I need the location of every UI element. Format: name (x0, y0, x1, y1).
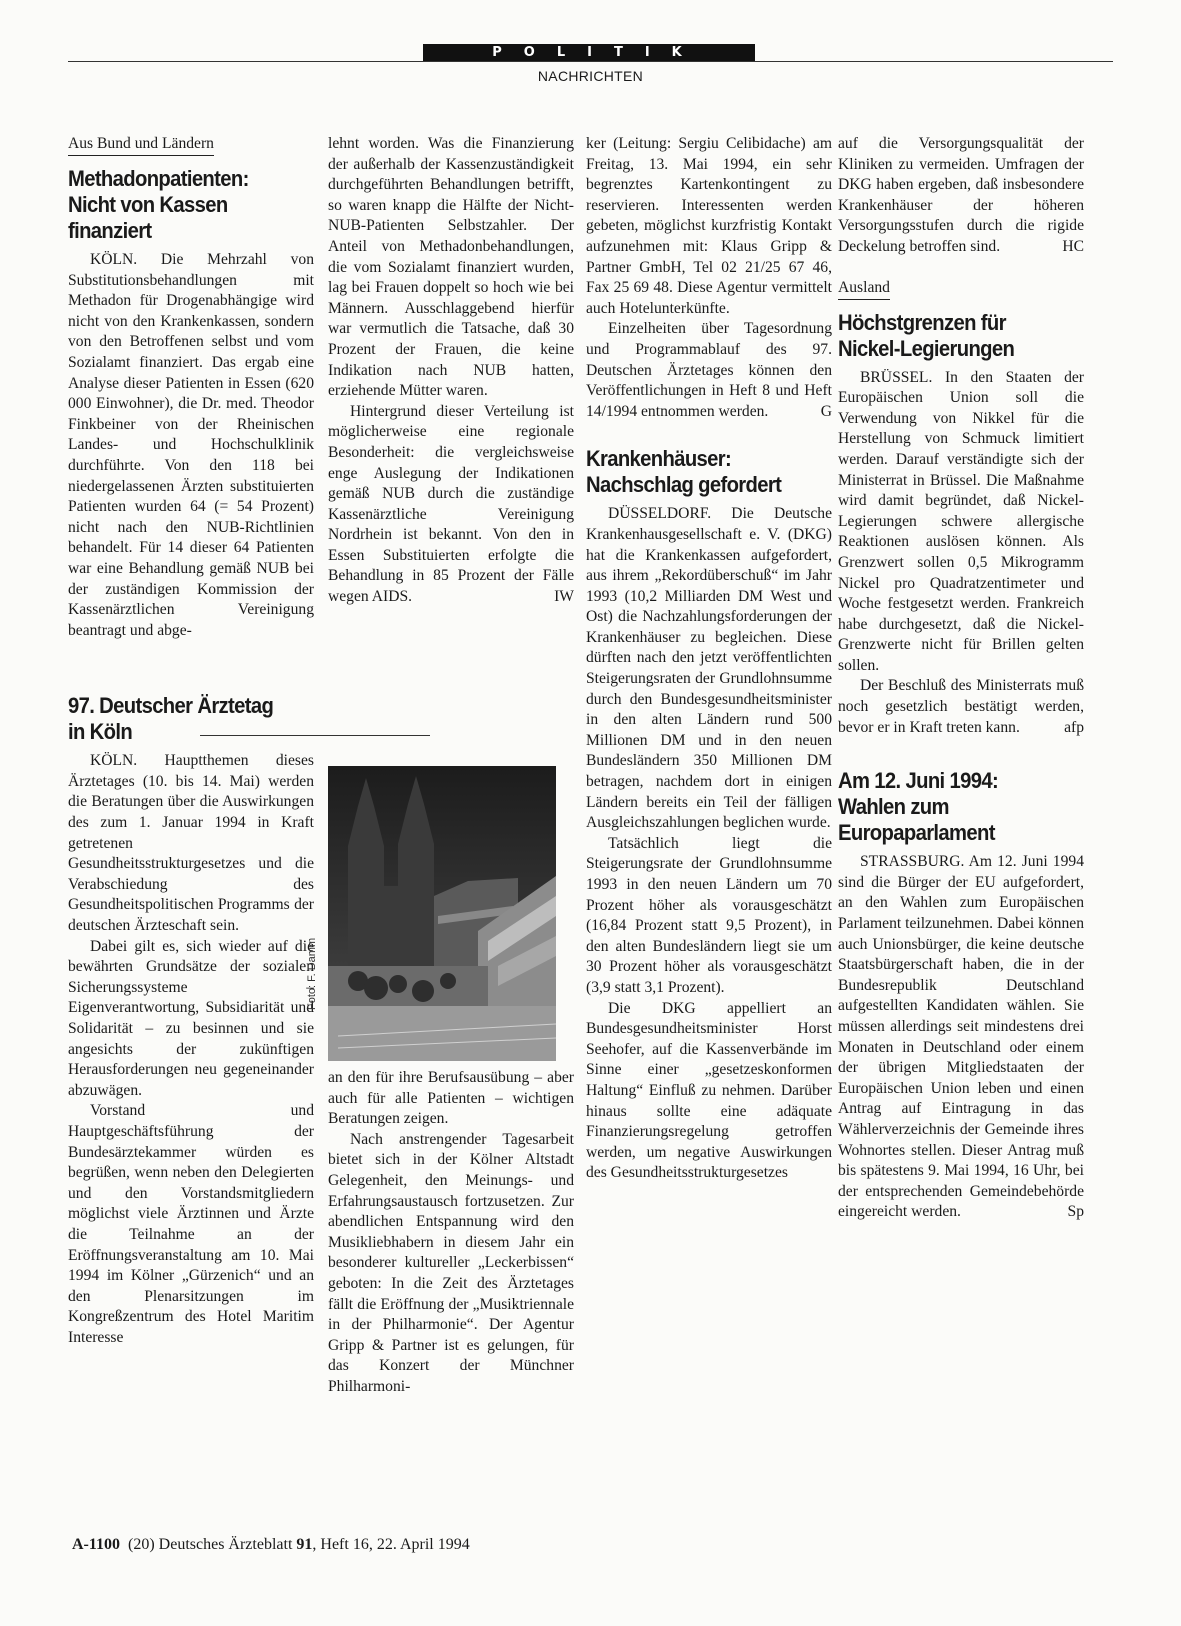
aerztetag-paragraph-2: Dabei gilt es, sich wieder auf die bewährten Grundsätze der sozialen Sicherungssysteme – Eigenverantwortung, Subsidiarität und Solidarität – zu besinnen und sie angesichts der zukünftigen Herausforderungen neu gegeneinander abzuwägen. (68, 937, 314, 1099)
column-1 (68, 134, 314, 1349)
methadon-paragraph-1: KÖLN. Die Mehrzahl von Substitutionsbehandlungen mit Methadon für Drogenabhängige wird nicht von den Krankenkassen, sondern von den Betroffenen selbst und vom Sozialamt finanziert. Das ergab eine Analyse dieser Patienten in Essen (620 000 Einwohner), die Dr. med. Theodor Finkbeiner von der Rheinischen Landes- und Hochschulklinik durchführte. Von den 118 bei niedergelassenen Ärzten substituierten Patienten wurden 64 (= 54 Prozent) nicht nach den NUB-Richtlinien behandelt. Für 14 dieser 64 Patienten war eine Behandlung gemäß NUB bei der zuständigen Kommission der Kassenärztlichen Vereinigung beantragt und abge- (68, 251, 314, 639)
kh-paragraph-3-cont-text: auf die Versorgungsqualität der Kliniken zu vermeiden. Umfragen der DKG haben ergeben, daß insbesondere Krankenhäuser der höheren Versorgungsstufen durch die rigide Deckelung betroffen sind. (838, 135, 1084, 255)
column-3 (586, 134, 832, 1184)
volume-number: 91 (296, 1536, 313, 1553)
cologne-cathedral-photo (328, 766, 556, 1061)
subsection-title: NACHRICHTEN (537, 68, 644, 84)
photo-credit: Foto: F. Damm (306, 937, 318, 1010)
column-2-bottom (328, 1068, 574, 1398)
spacer (838, 738, 1084, 764)
headline-methadon: Methadonpatienten: Nicht von Kassen finanziert (68, 166, 249, 243)
kh-paragraph-3-cont (838, 134, 1084, 258)
methadon-paragraph-2-text: Hintergrund dieser Verteilung ist möglicherweise eine regionale Besonderheit: die vergleichsweise enge Auslegung der Indikationen gemäß NUB durch die zuständige Kassenärztliche Vereinigung Nordrhein ist bekannt. Von den in Essen Substituierten erfolgte die Behandlung in 85 Prozent der Fälle wegen AIDS. (328, 402, 574, 606)
section-bar (423, 44, 755, 62)
column-2-top (328, 134, 574, 608)
citation-suffix: , Heft 16, 22. April 1994 (312, 1536, 470, 1553)
section-title: POLITIK (492, 45, 704, 60)
signature-g: G (820, 402, 832, 420)
cathedral-illustration (328, 766, 556, 1061)
spacer (838, 258, 1084, 278)
kh-paragraph-1: DÜSSELDORF. Die Deutsche Krankenhausgesellschaft e. V. (DKG) hat die Krankenkassen aufgefordert, aus ihrem „Rekordüberschuß“ im Jahr 1993 (10,2 Milliarden DM West und Ost) die Nachzahlungsforderungen der Krankenhäuser zu begleichen. Diese dürften nach den jetzt veröffentlichten Steigerungsraten der Grundlohnsumme durch den Bundesgesundheitsminister in den alten Ländern rund 500 Millionen DM und in den neuen Bundesländern 350 Millionen DM betragen, nachdem dort in einigen Ländern bereits ein Teil der fälligen Ausgleichszahlungen beglichen wurde. (586, 505, 832, 832)
aerztetag-paragraph-5-text: Einzelheiten über Tagesordnung und Programmablauf des 97. Deutschen Ärztetages können den Veröffentlichungen in Heft 8 und Heft 14/1994 entnommen werden. (586, 320, 832, 420)
headline-nickel: Höchstgrenzen für Nickel-Legierungen (838, 309, 1015, 361)
column-4 (838, 134, 1084, 1223)
headline-krankenhaeuser: Krankenhäuser: Nachschlag gefordert (586, 446, 782, 498)
page-number: A-1100 (72, 1536, 120, 1553)
aerztetag-paragraph-5 (586, 319, 832, 422)
aerztetag-paragraph-1: KÖLN. Hauptthemen dieses Ärztetages (10. bis 14. Mai) werden die Beratungen über die Auswirkungen des zum 1. Januar 1994 in Kraft getretenen Gesundheitsstrukturgesetzes und die Verabschiedung des Gesundheitspolitischen Programms der deutschen Ärzteschaft sein. (68, 752, 314, 935)
methadon-paragraph-2 (328, 402, 574, 608)
aerztetag-paragraph-3-cont: an den für ihre Berufsausübung – aber auch für alle Patienten – wichtigen Beratungen zeigen. (328, 1069, 574, 1128)
nickel-paragraph-1: BRÜSSEL. In den Staaten der Europäischen Union soll die Verwendung von Nikkel für die Herstellung von Schmuck limitiert werden. Darauf verständigte sich der Ministerrat in Brüssel. Die Maßnahme wird damit begründet, daß Nickel-Legierungen schwere allergische Reaktionen auslösen können. Als Grenzwert sollen 0,5 Mikrogramm Nickel pro Quadratzentimeter und Woche festgesetzt werden. Frankreich habe durchgesetzt, daß die Nickel-Grenzwerte nicht für Brillen gelten sollen. (838, 368, 1084, 674)
kh-paragraph-2: Tatsächlich liegt die Steigerungsrate der Grundlohnsumme 1993 in den neuen Ländern um 70 Prozent höher als vorausgeschätzt (16,84 Prozent statt 9,5 Prozent), in den alten Bundesländern liegt sie um 30 Prozent höher als vorausgeschätzt (3,9 statt 3,1 Prozent). (586, 834, 832, 996)
headline-europawahl: Am 12. Juni 1994: Wahlen zum Europaparlament (838, 768, 999, 846)
signature-afp: afp (1064, 718, 1084, 736)
methadon-paragraph-1-cont: lehnt worden. Was die Finanzierung der außerhalb der Kassenzuständigkeit durchgeführten Behandlungen betrifft, so waren knapp die Hälfte der Nicht-NUB-Patienten Selbstzahler. Der Anteil von Methadonbehandlungen, die vom Sozialamt finanziert wurden, lag bei Frauen doppelt so hoch wie bei Männern. Ausschlaggebend hierfür war vermutlich die Tatsache, daß 30 Prozent der Frauen, die keine Indikation nach NUB hatten, erziehende Mütter waren. (328, 135, 574, 400)
top-rule (68, 61, 1113, 62)
citation-prefix: (20) Deutsches Ärzteblatt (128, 1536, 293, 1553)
europawahl-paragraph-1 (838, 852, 1084, 1223)
europawahl-paragraph-1-text: STRASSBURG. Am 12. Juni 1994 sind die Bürger der EU aufgefordert, an den Wahlen zum Europäischen Parlament teilzunehmen. Dabei können auch Unionsbürger, die keine deutsche Staatsbürgerschaft haben, die in der Bundesrepublik Deutschland aufgestellten Kandidaten wählen. Sie müssen allerdings seit mindestens drei Monaten in Deutschland oder einem der übrigen Mitgliedstaaten der Europäischen Union leben und einen Antrag auf Eintragung in das Wählerverzeichnis der Gemeinde ihres Wohnortes stellen. Dieser Antrag muß bis spätestens 9. Mai 1994, 16 Uhr, bei der entsprechenden Gemeindebehörde eingereicht werden. (838, 853, 1084, 1221)
rubric-bund-laender: Aus Bund und Ländern (68, 134, 214, 156)
page-footer (72, 1536, 470, 1554)
headline-aerztetag: 97. Deutscher Ärztetag in Köln (68, 693, 274, 745)
nickel-paragraph-2-text: Der Beschluß des Ministerrats muß noch gesetzlich bestätigt werden, bevor er in Kraft treten kann. (838, 677, 1084, 736)
spacer (68, 641, 314, 689)
aerztetag-paragraph-4: Nach anstrengender Tagesarbeit bietet sich in der Kölner Altstadt Gelegenheit, den Meinungs- und Erfahrungsaustausch fortzusetzen. Zur abendlichen Entspannung wird den Musikliebhabern in diesem Jahr ein besonderer kultureller „Leckerbissen“ geboten: In die Zeit des Ärztetages fällt die Eröffnung der „Musiktriennale in der Philharmonie“. Der Agentur Gripp & Partner ist es gelungen, für das Konzert der Münchner Philharmoni- (328, 1130, 574, 1395)
signature-hc: HC (1062, 237, 1084, 255)
photo-rule (200, 735, 430, 736)
signature-iw: IW (554, 588, 574, 606)
aerztetag-paragraph-4-cont: ker (Leitung: Sergiu Celibidache) am Freitag, 13. Mai 1994, ein sehr begrenztes Kartenkontingent zu reservieren. Interessenten werden gebeten, möglichst kurzfristig Kontakt aufzunehmen mit: Klaus Gripp & Partner GmbH, Tel 02 21/25 67 46, Fax 25 69 48. Diese Agentur vermittelt auch Hotelunterkünfte. (586, 135, 832, 317)
nickel-paragraph-2 (838, 676, 1084, 738)
spacer (586, 422, 832, 442)
rubric-ausland: Ausland (838, 278, 890, 300)
signature-sp: Sp (1067, 1203, 1084, 1221)
kh-paragraph-3: Die DKG appelliert an Bundesgesundheitsminister Horst Seehofer, auf die Kassenverbände im Sinne einer „gesetzeskonformen Haltung“ Einfluß zu nehmen. Darüber hinaus sollte eine adäquate Finanzierungsregelung getroffen werden, um negative Auswirkungen des Gesundheitsstrukturgesetzes (586, 999, 832, 1182)
aerztetag-paragraph-3: Vorstand und Hauptgeschäftsführung der Bundesärztekammer würden es begrüßen, wenn neben den Delegierten und den Vorstandsmitgliedern möglichst viele Ärztinnen und Ärzte die Teilnahme an der Eröffnungsveranstaltung am 10. Mai 1994 im Kölner „Gürzenich“ und an den Plenarsitzungen im Kongreßzentrum des Hotel Maritim Interesse (68, 1102, 314, 1346)
